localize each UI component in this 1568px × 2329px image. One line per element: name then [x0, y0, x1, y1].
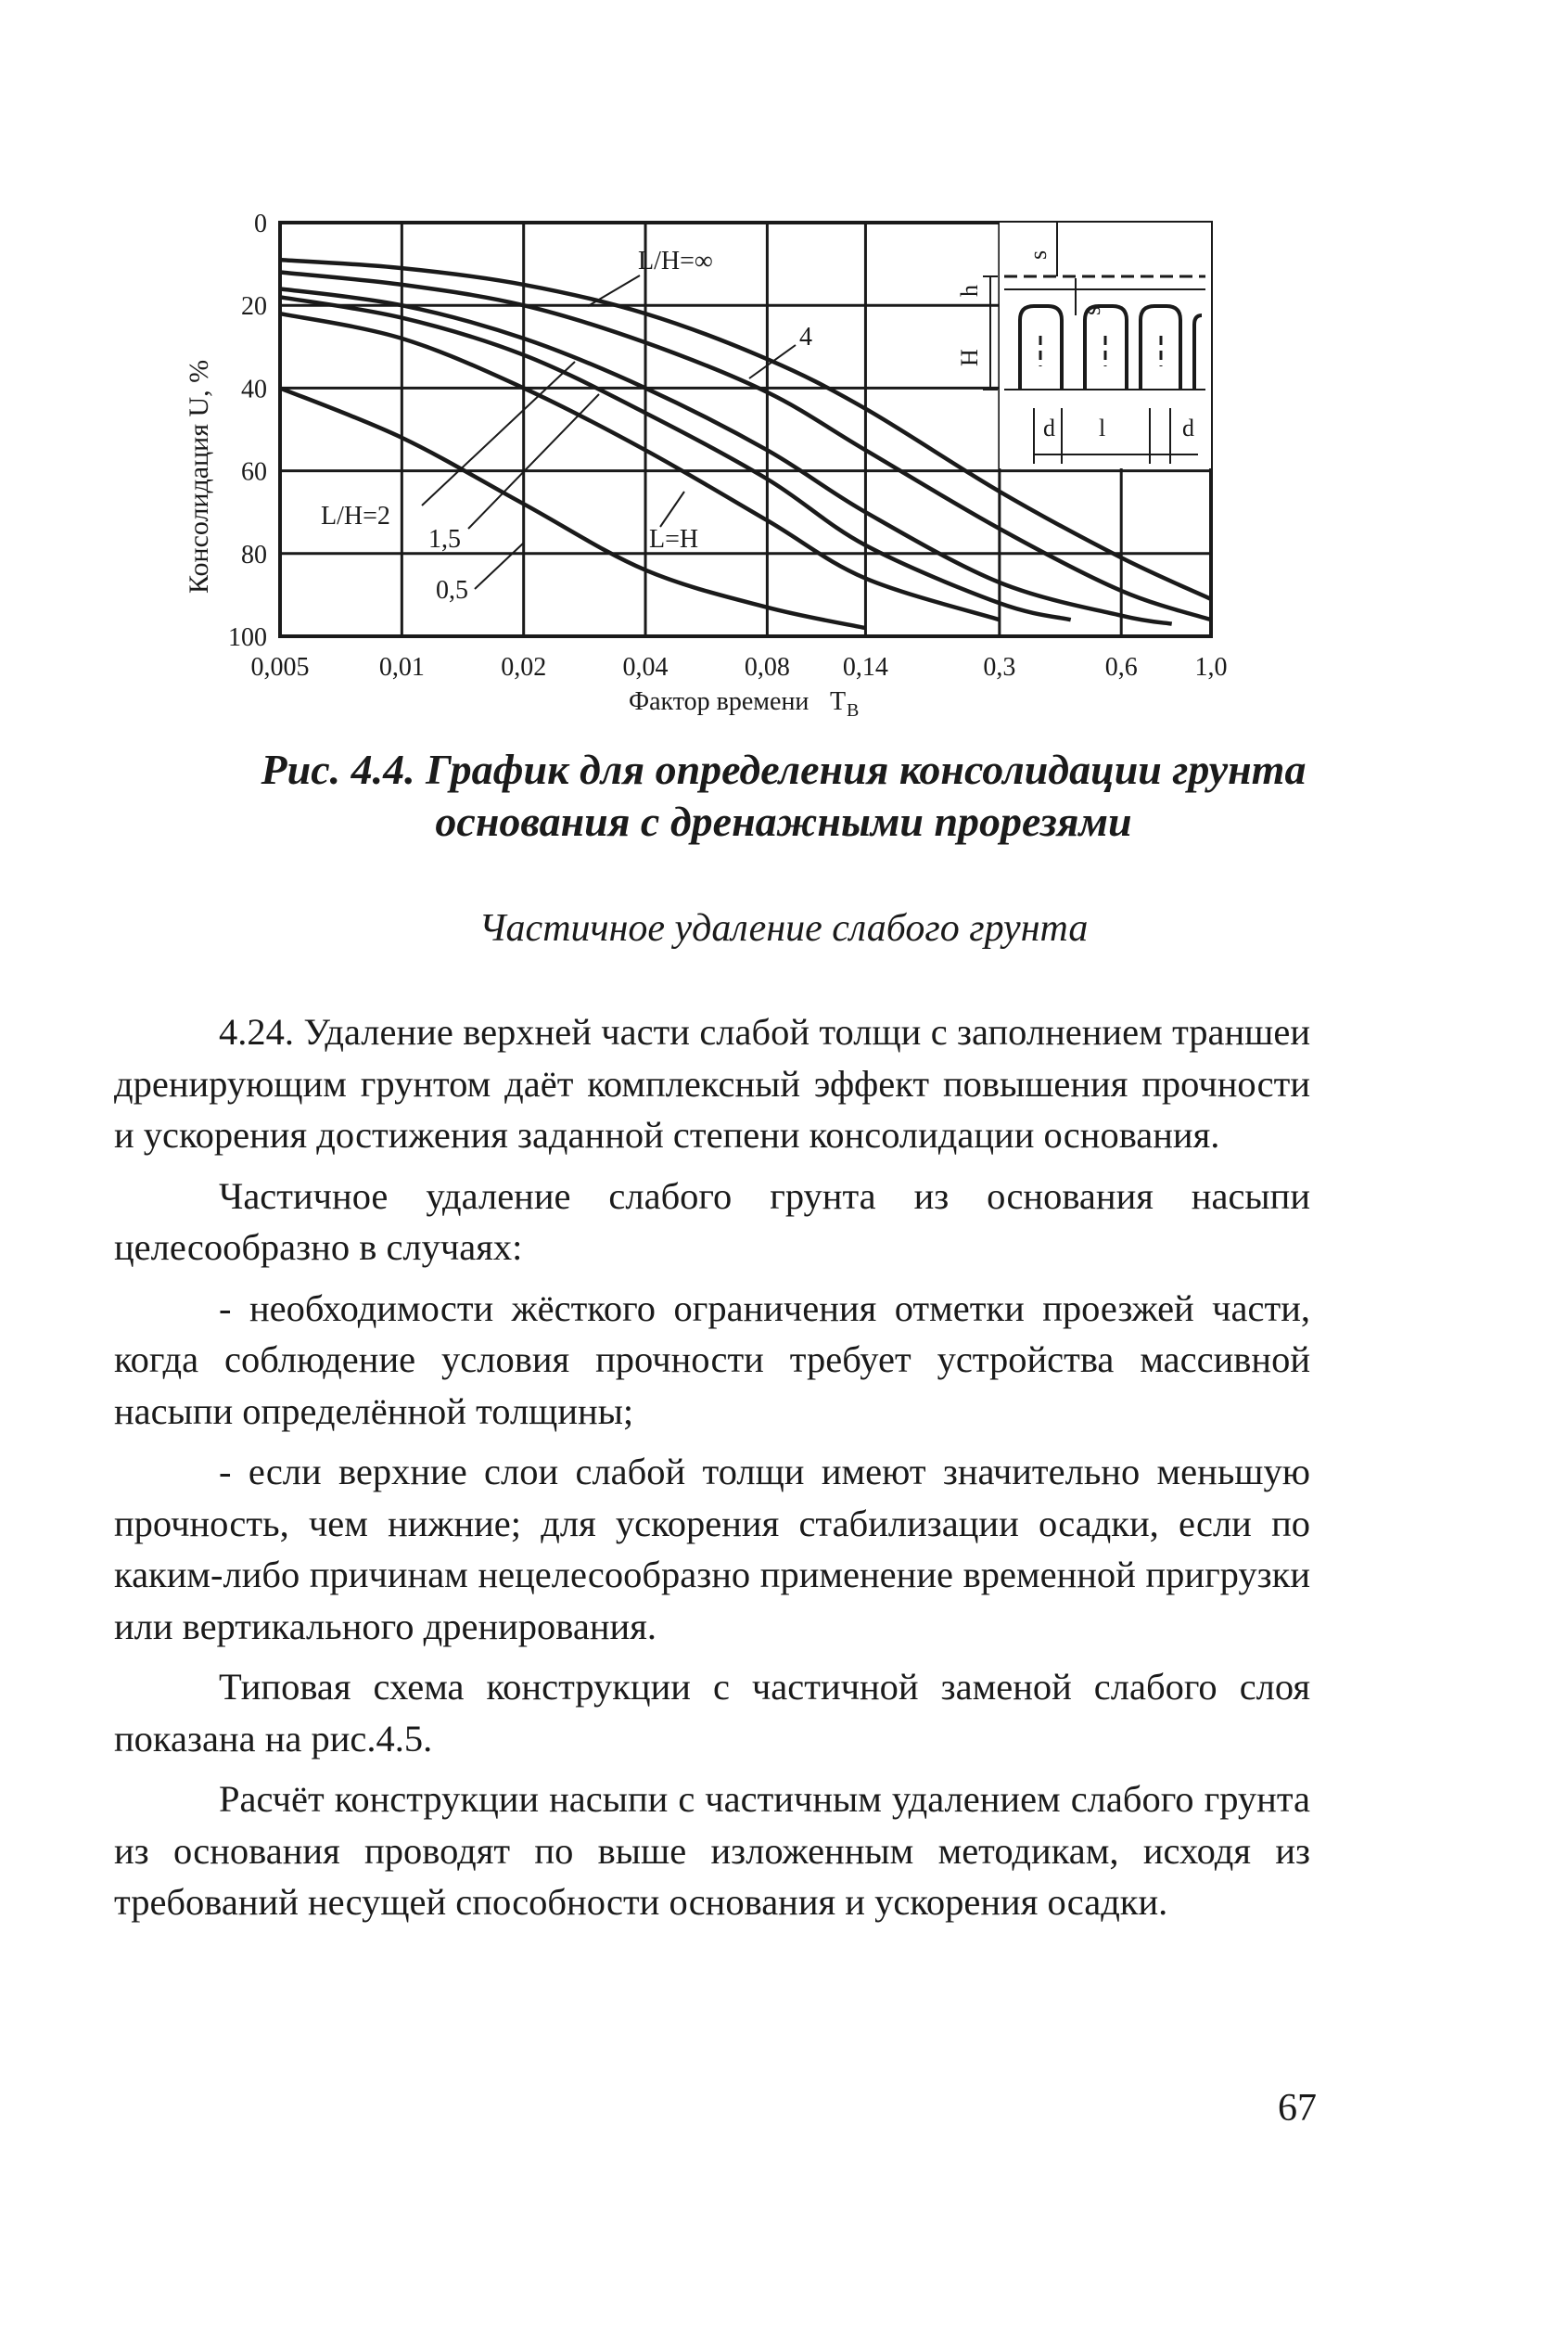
paragraph: Частичное удаление слабого грунта из основания насыпи целесообразно в случаях:	[114, 1174, 1310, 1268]
x-axis-title-subscript: В	[847, 700, 860, 721]
x-tick-label: 0,08	[744, 653, 790, 682]
figure-caption-line-1: Рис. 4.4. График для определения консолидации грунта	[261, 746, 1307, 793]
y-tick-label: 100	[228, 623, 267, 652]
x-axis-title-symbol: T	[830, 687, 847, 716]
series-line	[280, 297, 1071, 620]
y-tick-label: 40	[241, 375, 267, 404]
paragraph: - необходимости жёсткого ограничения отметки проезжей части, когда соблюдение условия прочности требует устройства массивной насыпи определённой толщины;	[114, 1286, 1310, 1432]
consolidation-chart	[0, 0, 1568, 742]
y-tick-label: 20	[241, 292, 267, 322]
x-tick-label: 0,005	[250, 653, 310, 682]
inset-label-l: l	[1099, 415, 1106, 441]
y-tick-label: 0	[254, 210, 267, 238]
inset-label-d-right: d	[1182, 415, 1194, 441]
inset-label-s-mid: s	[1078, 305, 1105, 315]
paragraph: 4.24. Удаление верхней части слабой толщи с заполнением траншеи дренирующим грунтом даёт комплексный эффект повышения прочности и ускорения достижения заданной степени консолидации основания.	[114, 1011, 1310, 1156]
x-tick-label: 0,3	[983, 653, 1016, 682]
drain-cut-inset-diagram	[956, 223, 1211, 468]
chart-curve-labels	[321, 247, 812, 605]
curve-label-l-eq-h: L=H	[649, 525, 699, 554]
y-tick-label: 80	[241, 540, 267, 569]
section-heading: Частичное удаление слабого грунта	[478, 907, 1089, 950]
curve-label-lh-inf: L/H=∞	[638, 247, 713, 275]
x-tick-label: 0,02	[501, 653, 547, 682]
curve-label-0-5: 0,5	[436, 576, 468, 605]
curve-label-1-5: 1,5	[428, 525, 461, 554]
curve-label-lh-2: L/H=2	[321, 502, 390, 531]
inset-label-d-left: d	[1043, 415, 1055, 441]
x-tick-label: 0,04	[622, 653, 669, 682]
inset-label-h: h	[956, 285, 983, 297]
y-tick-label: 60	[241, 457, 267, 487]
paragraph: - если верхние слои слабой толщи имеют значительно меньшую прочность, чем нижние; для ускорения стабилизации осадки, если по каким-либо причинам нецелесообразно применение временной пригрузки или вертикального дренирования.	[114, 1451, 1310, 1647]
paragraph: Типовая схема конструкции с частичной заменой слабого слоя показана на рис.4.5.	[114, 1666, 1310, 1760]
body-text	[114, 1006, 1310, 1928]
paragraph: Расчёт конструкции насыпи с частичным удалением слабого грунта из основания проводят по выше изложенным методикам, исходя из требований несущей способности основания и ускорения осадки.	[114, 1778, 1310, 1923]
x-tick-label: 0,14	[842, 653, 888, 682]
curve-label-4: 4	[799, 323, 812, 352]
consolidation-figure	[0, 0, 1568, 742]
inset-label-H: H	[956, 349, 983, 366]
x-axis-title: Фактор времени	[629, 687, 809, 716]
x-tick-label: 0,01	[378, 653, 425, 682]
page-number: 67	[1278, 2087, 1317, 2130]
y-axis-title: Консолидация U, %	[184, 359, 214, 594]
x-tick-label: 0,6	[1104, 653, 1138, 682]
figure-caption-line-2: основания с дренажными прорезями	[435, 798, 1132, 845]
inset-label-s-top: s	[1025, 250, 1052, 260]
x-tick-label: 1,0	[1194, 653, 1228, 682]
